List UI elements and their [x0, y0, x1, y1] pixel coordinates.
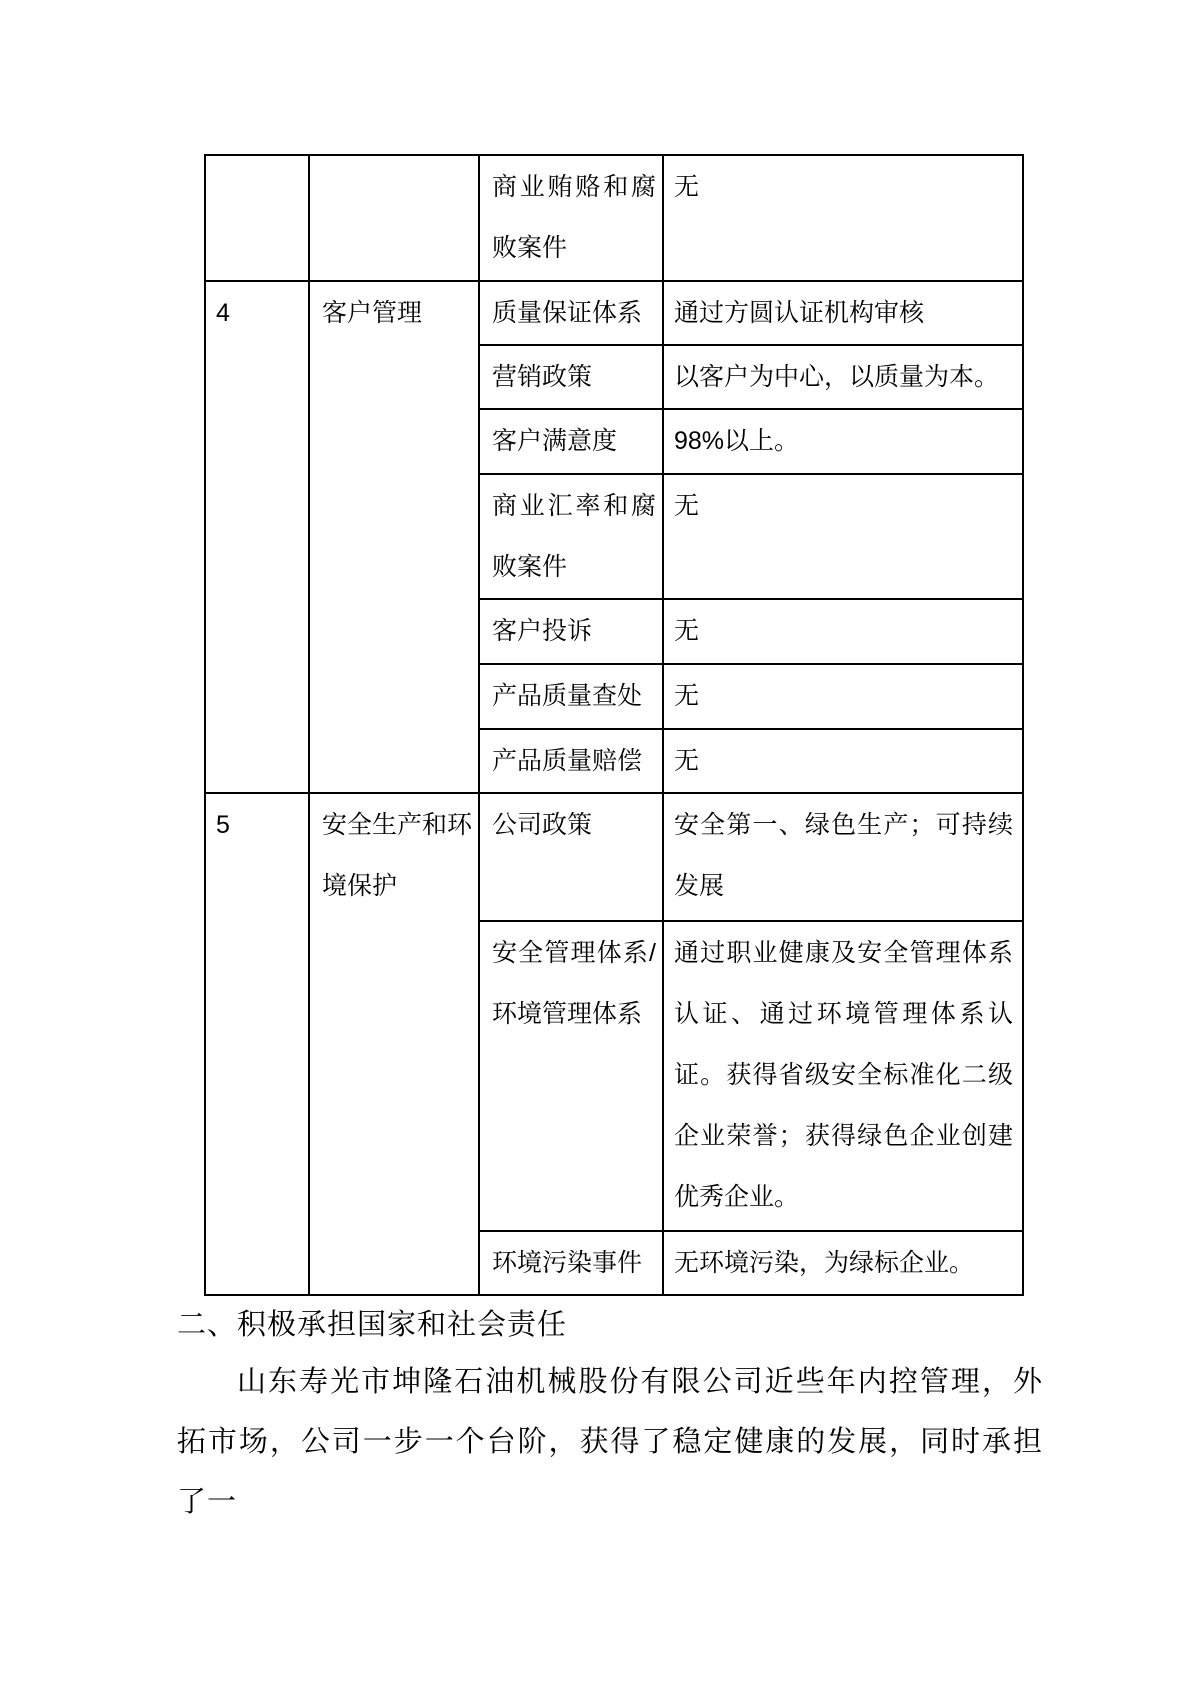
item-cell: 产品质量查处 — [479, 664, 663, 729]
value-cell: 通过方圆认证机构审核 — [663, 281, 1023, 345]
value-cell: 无 — [663, 155, 1023, 281]
value-cell: 无环境污染，为绿标企业。 — [663, 1231, 1023, 1295]
row-number-cell: 4 — [205, 281, 309, 793]
category-cell: 客户管理 — [309, 281, 479, 793]
body-paragraph: 山东寿光市坤隆石油机械股份有限公司近些年内控管理，外拓市场，公司一步一个台阶，获得了稳定健康的发展，同时承担了一 — [177, 1366, 1043, 1518]
item-cell: 环境污染事件 — [479, 1231, 663, 1295]
value-cell: 无 — [663, 664, 1023, 729]
item-cell: 质量保证体系 — [479, 281, 663, 345]
section-heading: 二、积极承担国家和社会责任 — [177, 1309, 568, 1341]
category-cell: 安全生产和环境保护 — [309, 793, 479, 1295]
row-number-cell: 5 — [205, 793, 309, 1295]
category-cell — [309, 155, 479, 281]
value-cell: 无 — [663, 474, 1023, 599]
item-cell: 客户投诉 — [479, 599, 663, 664]
table-row — [205, 281, 1023, 345]
item-cell: 产品质量赔偿 — [479, 729, 663, 793]
item-cell: 安全管理体系/环境管理体系 — [479, 921, 663, 1231]
value-cell: 安全第一、绿色生产；可持续发展 — [663, 793, 1023, 921]
value-cell: 98%以上。 — [663, 409, 1023, 474]
item-cell: 商业汇率和腐败案件 — [479, 474, 663, 599]
item-cell: 商业贿赂和腐败案件 — [479, 155, 663, 281]
item-cell: 营销政策 — [479, 345, 663, 409]
item-cell: 客户满意度 — [479, 409, 663, 474]
responsibility-table — [204, 154, 1024, 1296]
value-cell: 通过职业健康及安全管理体系认证、通过环境管理体系认证。获得省级安全标准化二级企业荣誉；获得绿色企业创建优秀企业。 — [663, 921, 1023, 1231]
value-cell: 无 — [663, 599, 1023, 664]
value-cell: 无 — [663, 729, 1023, 793]
table-row — [205, 793, 1023, 921]
item-cell: 公司政策 — [479, 793, 663, 921]
table-row — [205, 155, 1023, 281]
value-cell: 以客户为中心，以质量为本。 — [663, 345, 1023, 409]
row-number-cell — [205, 155, 309, 281]
